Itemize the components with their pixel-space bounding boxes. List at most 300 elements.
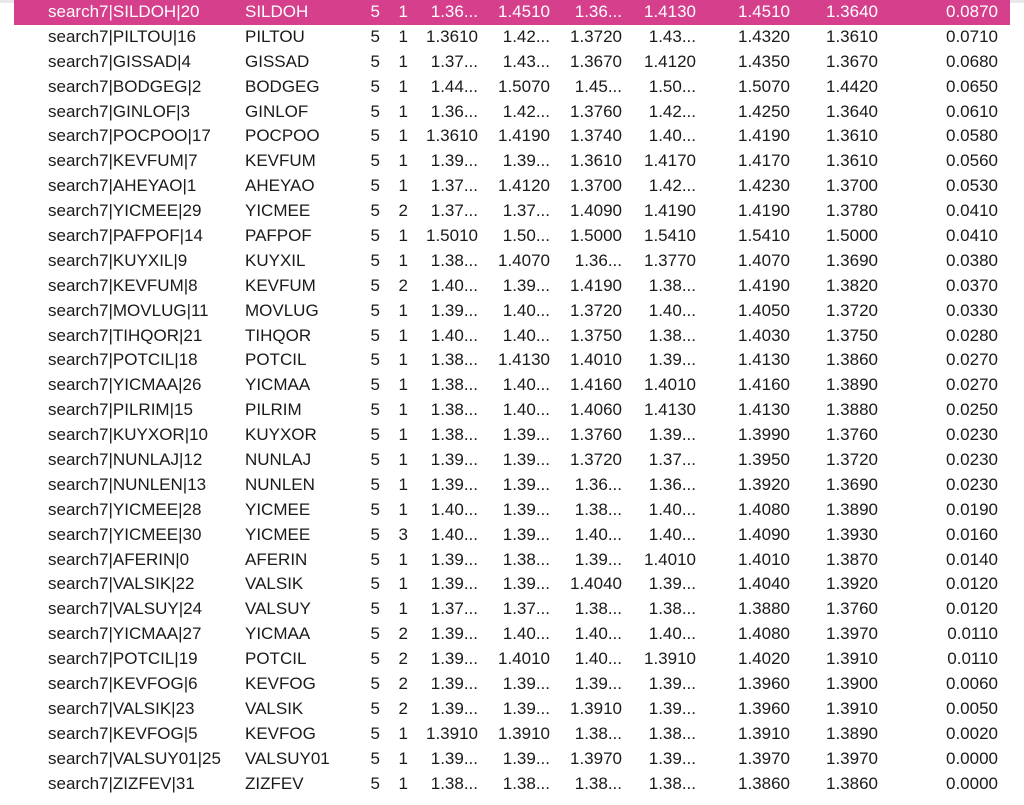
range-cell: 0.0050 [946, 698, 998, 718]
flag-cell: 1 [398, 51, 408, 71]
close-cell: 1.40... [648, 624, 696, 644]
max-cell: 1.4020 [738, 649, 790, 669]
row-id-cell: search7|SILDOH|20 [48, 2, 200, 21]
range-cell: 0.0250 [946, 400, 998, 420]
row-id-cell: search7|ZIZFEV|31 [48, 773, 195, 793]
table-row[interactable] [0, 597, 1024, 622]
close-cell: 1.37... [648, 450, 696, 470]
min-cell: 1.3970 [826, 624, 878, 644]
close-cell: 1.3910 [644, 649, 696, 669]
table-row[interactable] [0, 348, 1024, 373]
symbol-cell: AHEYAO [245, 176, 315, 196]
row-id-cell: search7|BODGEG|2 [48, 76, 202, 96]
row-id-cell: search7|VALSUY01|25 [48, 748, 221, 768]
range-cell: 0.0650 [946, 76, 998, 96]
range-cell: 0.0120 [946, 574, 998, 594]
flag-cell: 2 [398, 201, 408, 221]
table-row[interactable] [0, 100, 1024, 125]
range-cell: 0.0560 [946, 151, 998, 171]
open-cell: 1.40... [430, 275, 478, 295]
high-cell: 1.40... [502, 624, 550, 644]
symbol-cell: BODGEG [245, 76, 320, 96]
open-cell: 1.39... [430, 450, 478, 470]
min-cell: 1.3640 [826, 101, 878, 121]
max-cell: 1.3860 [738, 773, 790, 793]
close-cell: 1.40... [648, 126, 696, 146]
open-cell: 1.37... [430, 201, 478, 221]
table-row[interactable] [0, 50, 1024, 75]
table-row[interactable] [0, 75, 1024, 100]
max-cell: 1.4070 [738, 250, 790, 270]
range-cell: 0.0380 [946, 250, 998, 270]
max-cell: 1.3960 [738, 698, 790, 718]
flag-cell: 2 [398, 674, 408, 694]
max-cell: 1.5410 [738, 226, 790, 246]
table-row[interactable] [0, 572, 1024, 597]
close-cell: 1.4120 [644, 51, 696, 71]
max-cell: 1.3920 [738, 474, 790, 494]
range-cell: 0.0230 [946, 425, 998, 445]
table-row[interactable] [0, 149, 1024, 174]
low-cell: 1.3740 [570, 126, 622, 146]
min-cell: 1.3910 [826, 698, 878, 718]
close-cell: 1.39... [648, 425, 696, 445]
flag-cell: 3 [398, 524, 408, 544]
low-cell: 1.38... [574, 773, 622, 793]
close-cell: 1.39... [648, 674, 696, 694]
high-cell: 1.39... [502, 474, 550, 494]
row-id-cell: search7|YICMEE|30 [48, 524, 202, 544]
min-cell: 1.3860 [826, 350, 878, 370]
low-cell: 1.39... [574, 549, 622, 569]
symbol-cell: GISSAD [245, 51, 310, 71]
open-cell: 1.37... [430, 176, 478, 196]
range-cell: 0.0580 [946, 126, 998, 146]
symbol-cell: YICMAA [245, 624, 311, 644]
open-cell: 1.38... [430, 250, 478, 270]
flag-cell: 1 [398, 250, 408, 270]
table-row[interactable] [0, 498, 1024, 523]
row-id-cell: search7|AFERIN|0 [48, 549, 190, 569]
range-cell: 0.0190 [946, 499, 998, 519]
flag-cell: 1 [398, 723, 408, 743]
row-id-cell: search7|YICMEE|29 [48, 201, 202, 221]
low-cell: 1.4190 [570, 275, 622, 295]
max-cell: 1.4090 [738, 524, 790, 544]
low-cell: 1.4060 [570, 400, 622, 420]
open-cell: 1.3610 [426, 26, 478, 46]
min-cell: 1.3970 [826, 748, 878, 768]
high-cell: 1.39... [502, 674, 550, 694]
low-cell: 1.40... [574, 649, 622, 669]
high-cell: 1.4130 [498, 350, 550, 370]
symbol-cell: MOVLUG [245, 300, 319, 320]
low-cell: 1.4160 [570, 375, 622, 395]
min-cell: 1.3900 [826, 674, 878, 694]
low-cell: 1.4040 [570, 574, 622, 594]
close-cell: 1.4130 [644, 2, 696, 21]
min-cell: 1.3750 [826, 325, 878, 345]
symbol-cell: POCPOO [245, 126, 320, 146]
flag-cell: 1 [398, 325, 408, 345]
count-cell: 5 [370, 574, 380, 594]
count-cell: 5 [370, 549, 380, 569]
close-cell: 1.42... [648, 176, 696, 196]
low-cell: 1.36... [574, 2, 622, 21]
table-row[interactable] [0, 523, 1024, 548]
table-row[interactable] [0, 299, 1024, 324]
table-row[interactable] [0, 622, 1024, 647]
count-cell: 5 [370, 26, 380, 46]
row-id-cell: search7|PAFPOF|14 [48, 226, 203, 246]
row-id-cell: search7|POTCIL|18 [48, 350, 198, 370]
table-row[interactable] [0, 772, 1024, 797]
table-row[interactable] [0, 274, 1024, 299]
high-cell: 1.42... [502, 101, 550, 121]
high-cell: 1.4010 [498, 649, 550, 669]
low-cell: 1.45... [574, 76, 622, 96]
high-cell: 1.39... [502, 574, 550, 594]
low-cell: 1.3750 [570, 325, 622, 345]
table-row[interactable] [0, 697, 1024, 722]
min-cell: 1.5000 [826, 226, 878, 246]
symbol-cell: SILDOH [245, 2, 309, 21]
flag-cell: 1 [398, 450, 408, 470]
flag-cell: 2 [398, 698, 408, 718]
min-cell: 1.3670 [826, 51, 878, 71]
close-cell: 1.4010 [644, 375, 696, 395]
table-row[interactable] [0, 473, 1024, 498]
table-row[interactable] [0, 199, 1024, 224]
low-cell: 1.3720 [570, 450, 622, 470]
flag-cell: 1 [398, 425, 408, 445]
row-id-cell: search7|YICMAA|26 [48, 375, 202, 395]
low-cell: 1.38... [574, 723, 622, 743]
close-cell: 1.43... [648, 26, 696, 46]
range-cell: 0.0710 [946, 26, 998, 46]
symbol-cell: ZIZFEV [245, 773, 304, 793]
max-cell: 1.4190 [738, 126, 790, 146]
symbol-cell: PILRIM [245, 400, 302, 420]
symbol-cell: YICMAA [245, 375, 311, 395]
flag-cell: 1 [398, 126, 408, 146]
symbol-cell: POTCIL [245, 350, 307, 370]
symbol-cell: VALSIK [245, 574, 304, 594]
min-cell: 1.3690 [826, 250, 878, 270]
count-cell: 5 [370, 350, 380, 370]
flag-cell: 1 [398, 26, 408, 46]
count-cell: 5 [370, 300, 380, 320]
max-cell: 1.4350 [738, 51, 790, 71]
min-cell: 1.3820 [826, 275, 878, 295]
min-cell: 1.3890 [826, 375, 878, 395]
open-cell: 1.39... [430, 549, 478, 569]
flag-cell: 1 [398, 151, 408, 171]
range-cell: 0.0870 [946, 2, 998, 21]
flag-cell: 1 [398, 400, 408, 420]
flag-cell: 1 [398, 574, 408, 594]
range-cell: 0.0410 [946, 226, 998, 246]
count-cell: 5 [370, 773, 380, 793]
max-cell: 1.4130 [738, 400, 790, 420]
range-cell: 0.0270 [946, 375, 998, 395]
min-cell: 1.3780 [826, 201, 878, 221]
max-cell: 1.3950 [738, 450, 790, 470]
symbol-cell: YICMEE [245, 499, 311, 519]
high-cell: 1.40... [502, 375, 550, 395]
count-cell: 5 [370, 275, 380, 295]
range-cell: 0.0330 [946, 300, 998, 320]
table-row[interactable] [0, 747, 1024, 772]
close-cell: 1.39... [648, 748, 696, 768]
range-cell: 0.0110 [947, 649, 998, 669]
open-cell: 1.39... [430, 574, 478, 594]
row-id-cell: search7|VALSIK|22 [48, 574, 195, 594]
open-cell: 1.38... [430, 350, 478, 370]
symbol-cell: AFERIN [245, 549, 308, 569]
open-cell: 1.39... [430, 151, 478, 171]
min-cell: 1.3890 [826, 499, 878, 519]
row-id-cell: search7|VALSIK|23 [48, 698, 195, 718]
low-cell: 1.4010 [570, 350, 622, 370]
row-id-cell: search7|KEVFUM|7 [48, 151, 198, 171]
low-cell: 1.38... [574, 499, 622, 519]
min-cell: 1.3920 [826, 574, 878, 594]
count-cell: 5 [370, 698, 380, 718]
max-cell: 1.3880 [738, 599, 790, 619]
table-row[interactable] [0, 722, 1024, 747]
range-cell: 0.0280 [946, 325, 998, 345]
flag-cell: 1 [398, 375, 408, 395]
open-cell: 1.39... [430, 300, 478, 320]
max-cell: 1.3990 [738, 425, 790, 445]
low-cell: 1.3720 [570, 300, 622, 320]
table-row[interactable] [0, 174, 1024, 199]
high-cell: 1.39... [502, 450, 550, 470]
low-cell: 1.36... [574, 250, 622, 270]
flag-cell: 1 [398, 101, 408, 121]
high-cell: 1.39... [502, 748, 550, 768]
symbol-cell: KEVFUM [245, 275, 316, 295]
flag-cell: 1 [398, 350, 408, 370]
flag-cell: 1 [398, 599, 408, 619]
open-cell: 1.36... [430, 2, 478, 21]
open-cell: 1.36... [430, 101, 478, 121]
row-id-cell: search7|TIHQOR|21 [48, 325, 203, 345]
count-cell: 5 [370, 649, 380, 669]
count-cell: 5 [370, 400, 380, 420]
range-cell: 0.0270 [946, 350, 998, 370]
close-cell: 1.39... [648, 350, 696, 370]
flag-cell: 1 [398, 226, 408, 246]
table-row[interactable] [0, 249, 1024, 274]
flag-cell: 2 [398, 275, 408, 295]
low-cell: 1.3610 [570, 151, 622, 171]
flag-cell: 1 [398, 474, 408, 494]
high-cell: 1.4510 [498, 2, 550, 21]
count-cell: 5 [370, 425, 380, 445]
max-cell: 1.4030 [738, 325, 790, 345]
symbol-cell: GINLOF [245, 101, 309, 121]
flag-cell: 1 [398, 76, 408, 96]
open-cell: 1.40... [430, 524, 478, 544]
close-cell: 1.38... [648, 599, 696, 619]
row-id-cell: search7|PILRIM|15 [48, 400, 193, 420]
low-cell: 1.3720 [570, 26, 622, 46]
row-id-cell: search7|KEVFOG|6 [48, 674, 198, 694]
table-row[interactable] [0, 324, 1024, 349]
min-cell: 1.3610 [826, 126, 878, 146]
min-cell: 1.3720 [826, 300, 878, 320]
range-cell: 0.0020 [946, 723, 998, 743]
close-cell: 1.42... [648, 101, 696, 121]
flag-cell: 2 [398, 649, 408, 669]
row-id-cell: search7|YICMAA|27 [48, 624, 202, 644]
table-row[interactable] [0, 548, 1024, 573]
min-cell: 1.3700 [826, 176, 878, 196]
count-cell: 5 [370, 524, 380, 544]
min-cell: 1.3890 [826, 723, 878, 743]
close-cell: 1.38... [648, 773, 696, 793]
range-cell: 0.0410 [946, 201, 998, 221]
row-id-cell: search7|VALSUY|24 [48, 599, 203, 619]
range-cell: 0.0230 [946, 450, 998, 470]
high-cell: 1.3910 [498, 723, 550, 743]
open-cell: 1.39... [430, 649, 478, 669]
range-cell: 0.0160 [946, 524, 998, 544]
max-cell: 1.4050 [738, 300, 790, 320]
close-cell: 1.39... [648, 698, 696, 718]
symbol-cell: KUYXOR [245, 425, 317, 445]
high-cell: 1.37... [502, 599, 550, 619]
flag-cell: 1 [398, 748, 408, 768]
table-row[interactable] [0, 398, 1024, 423]
min-cell: 1.3690 [826, 474, 878, 494]
low-cell: 1.5000 [570, 226, 622, 246]
high-cell: 1.40... [502, 300, 550, 320]
close-cell: 1.38... [648, 325, 696, 345]
symbol-cell: KEVFOG [245, 674, 316, 694]
row-id-cell: search7|KEVFUM|8 [48, 275, 198, 295]
table-row[interactable] [0, 224, 1024, 249]
low-cell: 1.36... [574, 474, 622, 494]
min-cell: 1.3610 [826, 151, 878, 171]
count-cell: 5 [370, 599, 380, 619]
high-cell: 1.39... [502, 425, 550, 445]
flag-cell: 1 [398, 499, 408, 519]
symbol-cell: VALSUY01 [245, 748, 330, 768]
open-cell: 1.38... [430, 425, 478, 445]
max-cell: 1.3960 [738, 674, 790, 694]
high-cell: 1.39... [502, 151, 550, 171]
max-cell: 1.4230 [738, 176, 790, 196]
max-cell: 1.3970 [738, 748, 790, 768]
low-cell: 1.40... [574, 524, 622, 544]
close-cell: 1.39... [648, 574, 696, 594]
min-cell: 1.3760 [826, 599, 878, 619]
open-cell: 1.39... [430, 748, 478, 768]
open-cell: 1.40... [430, 499, 478, 519]
max-cell: 1.5070 [738, 76, 790, 96]
symbol-cell: VALSUY [245, 599, 311, 619]
table-row[interactable] [0, 124, 1024, 149]
flag-cell: 1 [398, 2, 408, 21]
close-cell: 1.38... [648, 275, 696, 295]
low-cell: 1.40... [574, 624, 622, 644]
max-cell: 1.4250 [738, 101, 790, 121]
high-cell: 1.40... [502, 325, 550, 345]
close-cell: 1.4190 [644, 201, 696, 221]
open-cell: 1.39... [430, 624, 478, 644]
row-id-cell: search7|KEVFOG|5 [48, 723, 198, 743]
row-id-cell: search7|NUNLAJ|12 [48, 450, 203, 470]
close-cell: 1.40... [648, 499, 696, 519]
high-cell: 1.39... [502, 499, 550, 519]
min-cell: 1.3760 [826, 425, 878, 445]
table-row[interactable] [0, 25, 1024, 50]
symbol-cell: NUNLEN [245, 474, 315, 494]
open-cell: 1.44... [430, 76, 478, 96]
count-cell: 5 [370, 101, 380, 121]
flag-cell: 1 [398, 773, 408, 793]
table-row-selected[interactable] [14, 0, 1010, 25]
count-cell: 5 [370, 499, 380, 519]
open-cell: 1.38... [430, 773, 478, 793]
row-id-cell: search7|KUYXOR|10 [48, 425, 209, 445]
close-cell: 1.40... [648, 524, 696, 544]
close-cell: 1.3770 [644, 250, 696, 270]
range-cell: 0.0060 [946, 674, 998, 694]
count-cell: 5 [370, 226, 380, 246]
min-cell: 1.3930 [826, 524, 878, 544]
table-row[interactable] [0, 448, 1024, 473]
symbol-cell: KUYXIL [245, 250, 306, 270]
range-cell: 0.0140 [946, 549, 998, 569]
flag-cell: 2 [398, 624, 408, 644]
count-cell: 5 [370, 674, 380, 694]
table-row[interactable] [0, 423, 1024, 448]
low-cell: 1.3910 [570, 698, 622, 718]
row-id-cell: search7|NUNLEN|13 [48, 474, 207, 494]
count-cell: 5 [370, 250, 380, 270]
symbol-cell: YICMEE [245, 201, 311, 221]
open-cell: 1.3910 [426, 723, 478, 743]
open-cell: 1.3610 [426, 126, 478, 146]
high-cell: 1.4190 [498, 126, 550, 146]
max-cell: 1.4160 [738, 375, 790, 395]
high-cell: 1.42... [502, 26, 550, 46]
close-cell: 1.36... [648, 474, 696, 494]
table-row[interactable] [0, 647, 1024, 672]
table-row[interactable] [0, 373, 1024, 398]
min-cell: 1.3910 [826, 649, 878, 669]
flag-cell: 1 [398, 300, 408, 320]
symbol-cell: PILTOU [245, 26, 305, 46]
row-id-cell: search7|MOVLUG|11 [48, 300, 209, 320]
count-cell: 5 [370, 325, 380, 345]
close-cell: 1.50... [648, 76, 696, 96]
table-row[interactable] [0, 672, 1024, 697]
range-cell: 0.0530 [946, 176, 998, 196]
count-cell: 5 [370, 126, 380, 146]
max-cell: 1.4190 [738, 275, 790, 295]
open-cell: 1.40... [430, 325, 478, 345]
symbol-cell: VALSIK [245, 698, 304, 718]
symbol-cell: NUNLAJ [245, 450, 312, 470]
count-cell: 5 [370, 474, 380, 494]
high-cell: 1.4070 [498, 250, 550, 270]
open-cell: 1.37... [430, 51, 478, 71]
